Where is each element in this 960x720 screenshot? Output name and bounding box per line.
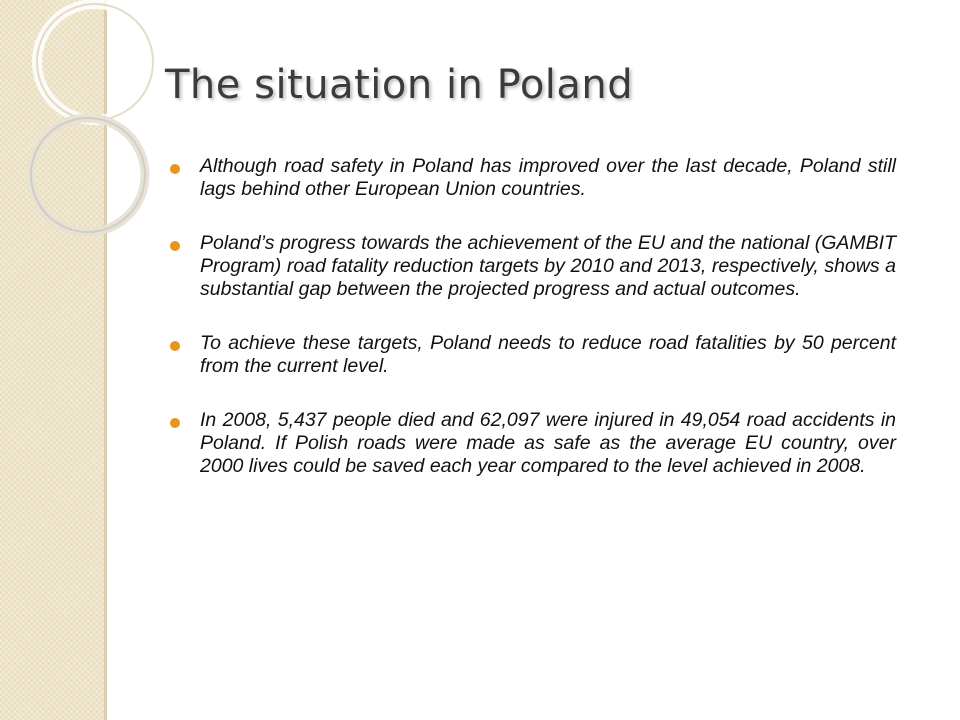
- bullet-text: To achieve these targets, Poland needs to reduce road fatalities by 50 percent from the current level.: [200, 332, 896, 377]
- bullet-list: [170, 155, 896, 509]
- bullet-text: Poland’s progress towards the achievement of the EU and the national (GAMBIT Program) road fatality reduction targets by 2010 and 2013, respectively, shows a substantial gap between the projected progress and actual outcomes.: [200, 232, 896, 300]
- bullet-item: [170, 332, 896, 378]
- side-panel-edge: [104, 0, 107, 720]
- bullet-dot-icon: [170, 164, 180, 174]
- bullet-item: [170, 409, 896, 478]
- bullet-item: [170, 232, 896, 301]
- side-panel: [0, 0, 106, 720]
- bullet-dot-icon: [170, 341, 180, 351]
- bullet-dot-icon: [170, 418, 180, 428]
- bullet-dot-icon: [170, 241, 180, 251]
- bullet-text: Although road safety in Poland has improved over the last decade, Poland still lags behind other European Union countries.: [200, 155, 896, 200]
- slide-title: The situation in Poland: [165, 62, 634, 108]
- bullet-item: [170, 155, 896, 201]
- bullet-text: In 2008, 5,437 people died and 62,097 were injured in 49,054 road accidents in Poland. If Polish roads were made as safe as the average EU country, over 2000 lives could be saved each year compared to the level achieved in 2008.: [200, 409, 896, 477]
